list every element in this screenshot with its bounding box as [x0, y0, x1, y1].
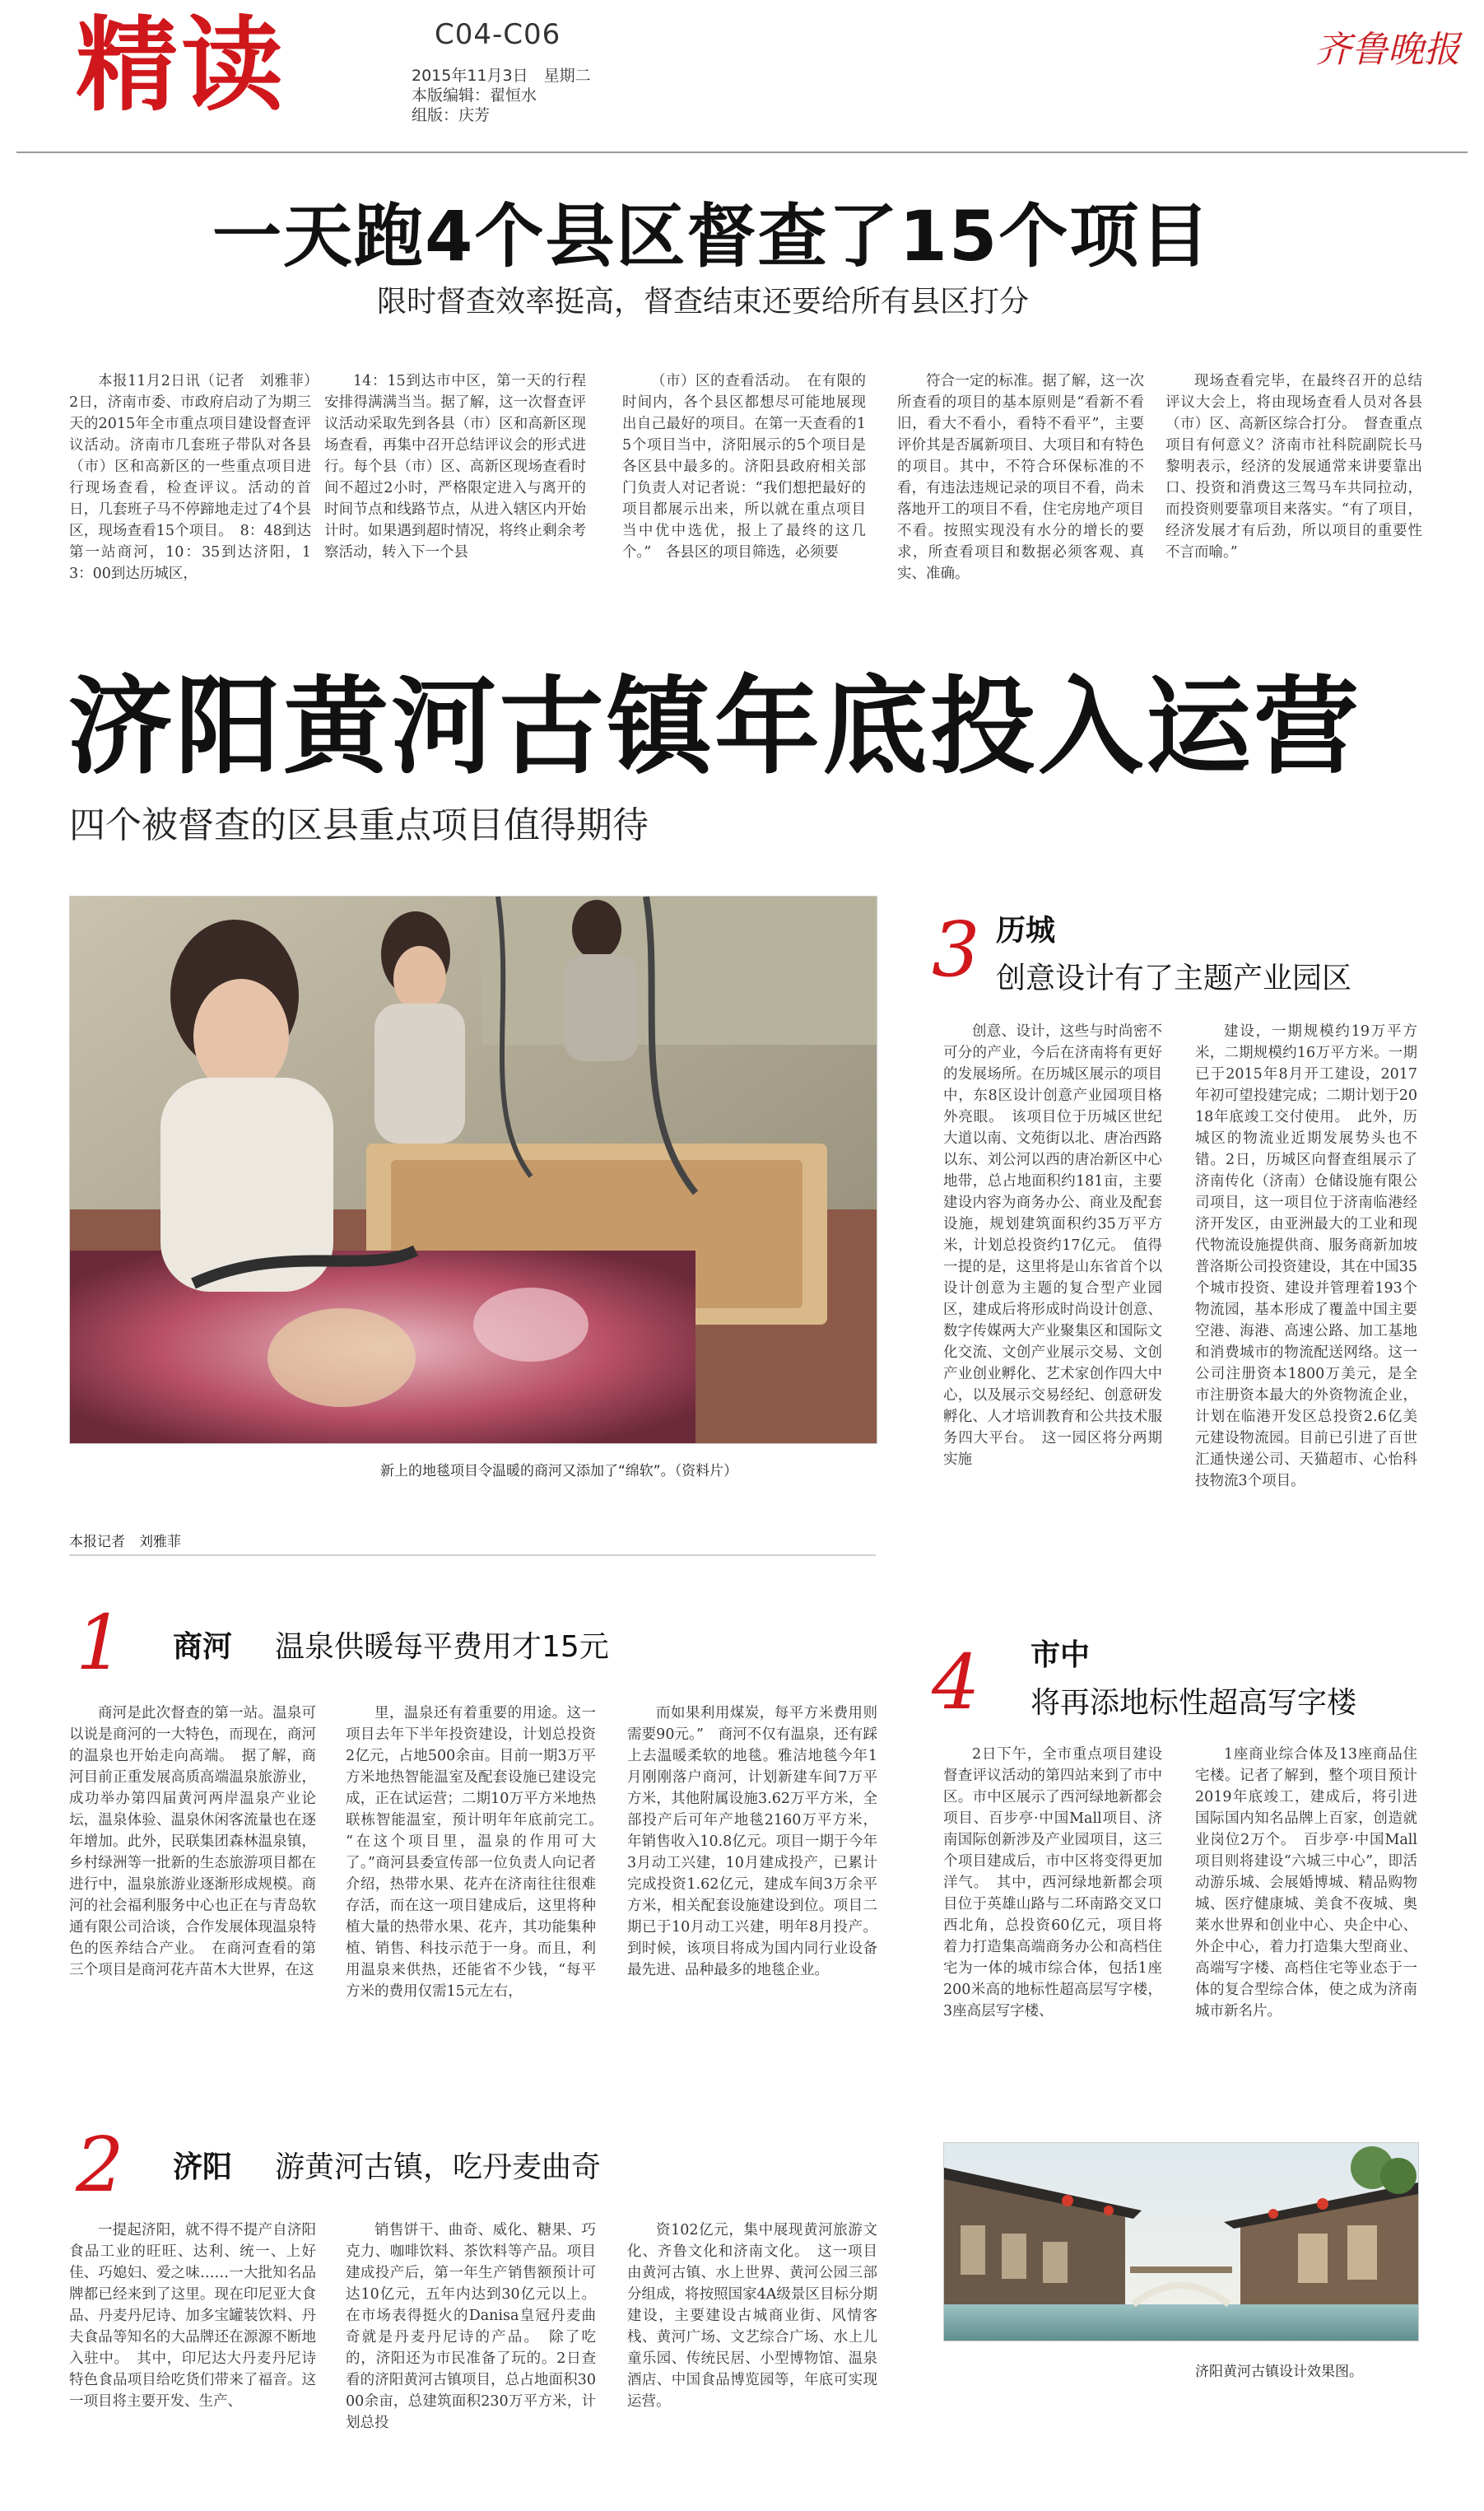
section-divider	[69, 1554, 876, 1556]
section-place: 济阳	[173, 2150, 233, 2184]
section-column: 里，温泉还有着重要的用途。这一项目去年下半年投资建设，计划总投资2亿元，占地500余亩。目前一期3万平方米地热智能温室及配套设施已建设完成，正在试运营；二期10万平方米地热联栋智能温室，预计明年年底前完工。 “在这个项目里，温泉的作用可大了。”商河县委宣传部一位负责人向记者介绍，热带水果、花卉在济南往往很难存活，而在这一项目建成后，这里将种植大量的热带水果、花卉，其功能集种植、销售、科技示范于一身。而且，利用温泉来供热，还能省不少钱，“每平方米的费用仅需15元左右，	[346, 1705, 611, 2000]
section-masthead-title: 精读	[76, 7, 287, 125]
section-place: 市中	[1030, 1638, 1091, 1672]
article2-subhead: 四个被督查的区县重点项目值得期待	[69, 804, 649, 846]
section-number: 1	[76, 1599, 124, 1687]
article1-column: 现场查看完毕，在最终召开的总结评议大会上，将由现场查看人员对各县（市）区、高新区综合打分。 督查重点项目有何意义？济南市社科院副院长马黎明表示，经济的发展通常来讲要靠出口、投资和消费这三驾马车共同拉动，而投资则要靠项目来落实。“有了项目，经济发展才有后劲，所以项目的重要性不言而喻。”	[1165, 373, 1422, 561]
section-title: 将再添地标性超高写字楼	[1030, 1686, 1357, 1720]
newspaper-logo: 齐鲁晚报	[1315, 29, 1460, 71]
section-column: 1座商业综合体及13座商品住宅楼。记者了解到，整个项目预计2019年底竣工，建成后，将引进国际国内知名品牌上百家，创造就业岗位2万个。 百步亭·中国Mall项目则将建设“六城三中心”，即活动游乐城、会展婚博城、精品购物城、医疗健康城、美食不夜城、奥莱水世界和创业中心、央企中心、外企中心，着力打造集大型商业、高端写字楼、高档住宅等业态于一体的复合型综合体，使之成为济南城市新名片。	[1195, 1746, 1417, 2020]
rendering-caption: 济阳黄河古镇设计效果图。	[1195, 2364, 1363, 2380]
section-column: 一提起济阳，就不得不提产自济阳食品工业的旺旺、达利、统一、上好佳、巧媳妇、爱之味……一大批知名品牌都已经来到了这里。现在印尼亚大食品、丹麦丹尼诗、加多宝罐装饮料、丹夫食品等知名的大品牌还在源源不断地入驻中。 其中，印尼达大丹麦丹尼诗特色食品项目给吃货们带来了福音。这一项目将主要开发、生产、	[69, 2222, 316, 2410]
section-column: 而如果利用煤炭，每平方米费用则需要90元。” 商河不仅有温泉，还有踩上去温暖柔软的地毯。雅洁地毯今年1月刚刚落户商河，计划新建车间7万平方米，其他附属设施3.62万平方米，全部投产后可年产地毯2160万平方米，年销售收入10.8亿元。项目一期于今年3月动工兴建，10月建成投产，已累计完成投资1.62亿元，建成车间3万余平方米，相关配套设施建设到位。项目二期已于10月动工兴建，明年8月投产。到时候，该项目将成为国内同行业设备最先进、品种最多的地毯企业。	[627, 1705, 877, 1978]
section-column: 建设，一期规模约19万平方米，二期规模约16万平方米。一期已于2015年8月开工建设，2017年初可望投建完成；二期计划于2018年底竣工交付使用。 此外，历城区的物流业近期发展势头也不错。2日，历城区向督查组展示了济南传化（济南）仓储设施有限公司项目，这一项目位于济南临港经济开发区，由亚洲最大的工业和现代物流设施提供商、服务商新加坡普洛斯公司投资建设，其在中国35个城市投资、建设并管理着193个物流园，基本形成了覆盖中国主要空港、海港、高速公路、加工基地和消费城市的物流配送网络。这一公司注册资本1800万美元，是全市注册资本最大的外资物流企业，计划在临港开发区总投资2.6亿美元建设物流园。目前已引进了百世汇通快递公司、天猫超市、心怡科技物流3个项目。	[1195, 1023, 1417, 1489]
article2-headline: 济阳黄河古镇年底投入运营	[67, 666, 1362, 789]
layout-credit: 组版：庆芳	[412, 106, 491, 124]
section-number: 3	[932, 906, 980, 994]
section-column: 2日下午，全市重点项目建设督查评议活动的第四站来到了市中区。市中区展示了西河绿地新都会项目、百步亭·中国Mall项目、济南国际创新涉及产业园项目，这三个项目建成后，市中区将变得更加洋气。 其中，西河绿地新都会项目位于英雄山路与二环南路交叉口西北角，总投资60亿元，项目将着力打造集高端商务办公和高档住宅为一体的城市综合体，包括1座200米高的地标性超高层写字楼，3座高层写字楼、	[943, 1746, 1162, 2020]
section-column: 销售饼干、曲奇、威化、糖果、巧克力、咖啡饮料、茶饮料等产品。项目建成投产后，第一年生产销售额预计可达10亿元，五年内达到30亿元以上。在市场表得挺火的Danisa皇冠丹麦曲奇就是丹麦丹尼诗的产品。 除了吃的，济阳还为市民准备了玩的。2日查看的济阳黄河古镇项目，总占地面积3000余亩，总建筑面积230万平方米，计划总投	[346, 2222, 596, 2431]
article1-column: （市）区的查看活动。 在有限的时间内，各个县区都想尽可能地展现出自己最好的项目。在第一天查看的15个项目当中，济阳展示的5个项目是各区县中最多的。济阳县政府相关部门负责人对记者说：“我们想把最好的项目都展示出来，所以就在重点项目当中优中选优，报上了最终的这几个。” 各县区的项目筛选，必须要	[622, 373, 866, 561]
section-number: 4	[932, 1638, 980, 1726]
section-column: 资102亿元，集中展现黄河旅游文化、齐鲁文化和济南文化。 这一项目由黄河古镇、水上世界、黄河公园三部分组成，将按照国家4A级景区目标分期建设，主要建设古城商业街、风情客栈、黄河广场、文艺综合广场、水上儿童乐园、传统民居、小型博物馆、温泉酒店、中国食品博览园等，年底可实现运营。	[627, 2222, 877, 2410]
issue-date: 2015年11月3日 星期二	[412, 67, 591, 85]
masthead-divider	[16, 151, 1468, 153]
ancient-town-rendering	[943, 2142, 1419, 2341]
section-place: 历城	[996, 914, 1056, 948]
article1-column: 符合一定的标准。据了解，这一次所查看的项目的基本原则是“看新不看旧，看大不看小，看特不看平”，主要评价其是否属新项目、大项目和有特色的项目。其中，不符合环保标准的不看，有违法违规记录的项目不看，尚未落地开工的项目不看，住宅房地产项目不看。按照实现没有水分的增长的要求，所查看项目和数据必须客观、真实、准确。	[897, 373, 1144, 582]
section-title: 游黄河古镇，吃丹麦曲奇	[275, 2150, 602, 2184]
section-title: 温泉供暖每平费用才15元	[275, 1630, 609, 1664]
article1-column: 14：15到达市中区，第一天的行程安排得满满当当。据了解，这一次督查评议活动采取先到各县（市）区和高新区现场查看，再集中召开总结评议会的形式进行。每个县（市）区、高新区现场查看时间不超过2小时，严格限定进入与离开的时间节点和线路节点，从进入辖区内开始计时。如果遇到超时情况，将终止剩余考察活动，转入下一个县	[324, 373, 586, 561]
photo-caption: 新上的地毯项目令温暖的商河又添加了“绵软”。（资料片）	[380, 1463, 738, 1479]
article1-column: 本报11月2日讯（记者 刘雅菲） 2日，济南市委、市政府启动了为期三天的2015年全市重点项目建设督查评议活动。济南市几套班子带队对各县（市）区和高新区的一些重点项目进行现场查看，检查评议。活动的首日，几套班子马不停蹄地走过了4个县区，现场查看15个项目。 8：48到达第一站商河，10：35到达济阳，13：00到达历城区，	[69, 373, 326, 582]
section-column: 创意、设计，这些与时尚密不可分的产业，今后在济南将有更好的发展场所。在历城区展示的项目中，东8区设计创意产业园项目格外亮眼。 该项目位于历城区世纪大道以南、文苑街以北、唐冶西路以东、刘公河以西的唐冶新区中心地带，总占地面积约181亩，主要建设内容为商务办公、商业及配套设施，规划建筑面积约35万平方米，计划总投资约17亿元。 值得一提的是，这里将是山东省首个以设计创意为主题的复合型产业园区，建成后将形成时尚设计创意、数字传媒两大产业聚集区和国际文化交流、文创产业展示交易、文创产业创业孵化、艺术家创作四大中心，以及展示交易经纪、创意研发孵化、人才培训教育和公共技术服务四大平台。 这一园区将分两期实施	[943, 1023, 1162, 1468]
article1-headline: 一天跑4个县区督查了15个项目	[212, 196, 1212, 277]
editor-credit: 本版编辑：翟恒水	[412, 86, 537, 105]
section-title: 创意设计有了主题产业园区	[996, 962, 1352, 995]
article1-subhead: 限时督查效率挺高，督查结束还要给所有县区打分	[377, 285, 1030, 319]
section-number: 2	[76, 2121, 124, 2209]
carpet-factory-photo	[69, 896, 877, 1444]
page-range: C04-C06	[435, 18, 561, 51]
byline: 本报记者 刘雅菲	[69, 1534, 181, 1550]
section-place: 商河	[173, 1630, 233, 1664]
section-column: 商河是此次督查的第一站。温泉可以说是商河的一大特色，而现在，商河的温泉也开始走向高端。 据了解，商河目前正重发展高质高端温泉旅游业，成功举办第四届黄河两岸温泉产业论坛，温泉体验、温泉休闲客流量也在逐年增加。此外，民联集团森林温泉镇，乡村绿洲等一批新的生态旅游项目都在进行中，温泉旅游业逐渐形成规模。商河的社会福利服务中心也正在与青岛软通有限公司洽谈，合作发展体现温泉特色的医养结合产业。 在商河查看的第三个项目是商河花卉苗木大世界，在这	[69, 1705, 316, 1978]
